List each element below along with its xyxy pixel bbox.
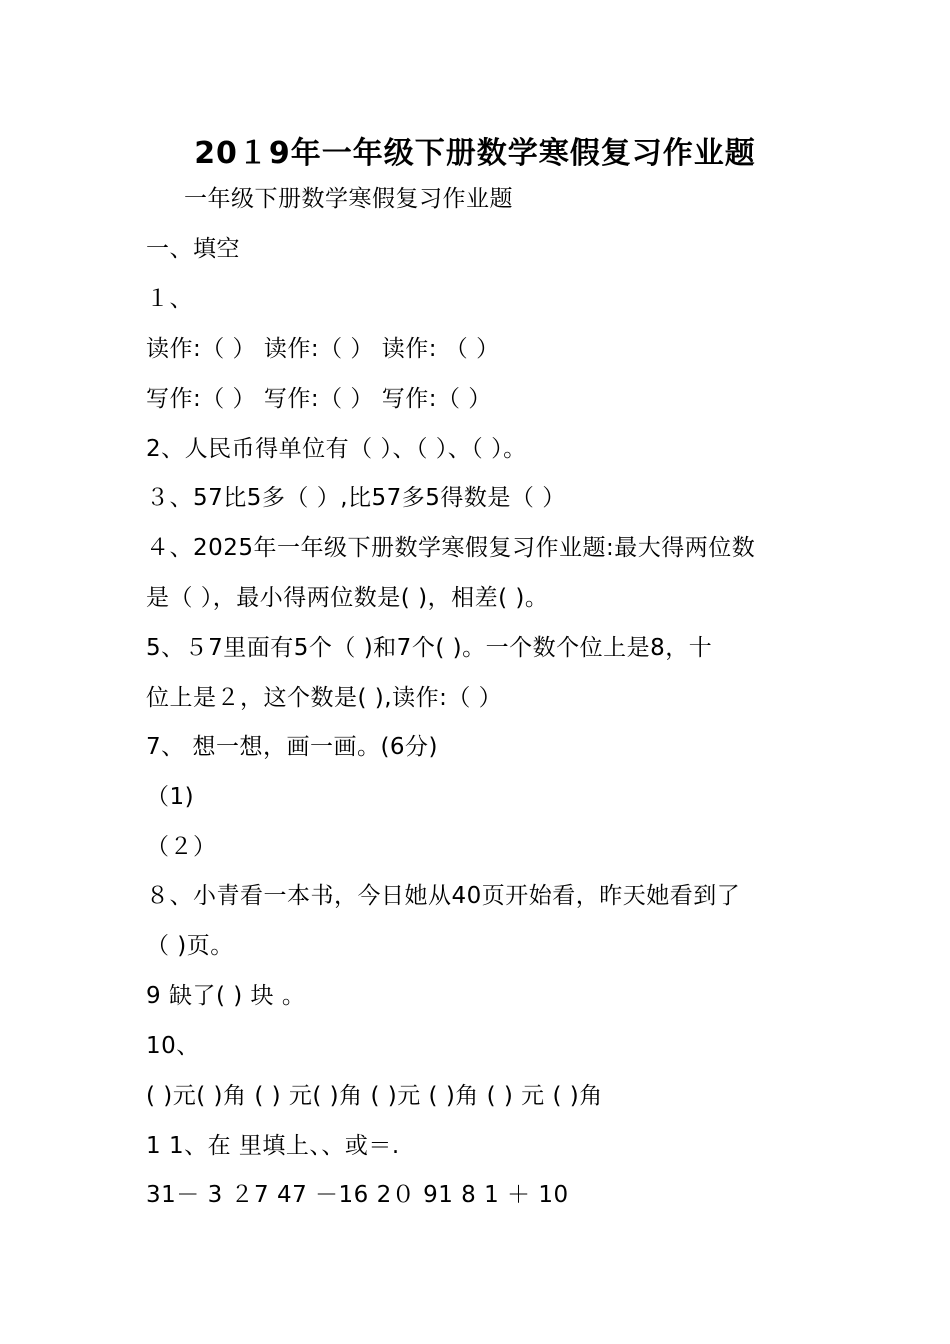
question-4-line-2: 是（ ），最小得两位数是( )，相差( )。: [146, 585, 549, 611]
subtitle: 一年级下册数学寒假复习作业题: [184, 186, 513, 212]
question-11: 1 1、在 里填上、、或＝.: [146, 1133, 400, 1159]
question-2: 2、人民币得单位有（ ）、（ ）、（ ）。: [146, 436, 527, 462]
question-7-part-2: （２）: [146, 834, 217, 860]
page-title: 20１9年一年级下册数学寒假复习作业题: [194, 136, 756, 171]
question-1-write-row: 写作:（ ） 写作:（ ） 写作:（ ）: [146, 386, 492, 412]
question-5-line-2: 位上是２，这个数是( ),读作:（ ）: [146, 685, 503, 711]
question-4-line-1: ４、2025年一年级下册数学寒假复习作业题:最大得两位数: [146, 535, 756, 561]
question-10-number: 10、: [146, 1033, 200, 1059]
question-8-line-2: （ )页。: [146, 933, 234, 959]
question-11-expressions: 31－ 3 ２7 47 －16 2０ 91 8 1 ＋ 10: [146, 1182, 569, 1208]
question-8-line-1: ８、小青看一本书，今日她从40页开始看，昨天她看到了: [146, 883, 741, 909]
section-heading-fill-blanks: 一、填空: [146, 236, 240, 262]
question-10-answers: ( )元( )角 ( ) 元( )角 ( )元 ( )角 ( ) 元 ( )角: [146, 1083, 603, 1109]
question-1-number: １、: [146, 286, 193, 312]
question-7: 7、 想一想，画一画。(6分): [146, 734, 439, 760]
question-9: 9 缺了( ) 块 。: [146, 983, 306, 1009]
question-5-line-1: 5、５7里面有5个（ )和7个( )。一个数个位上是8，十: [146, 635, 713, 661]
question-7-part-1: （1): [146, 784, 195, 810]
question-3: ３、57比5多（ ）,比57多5得数是（ ）: [146, 485, 566, 511]
question-1-read-row: 读作:（ ） 读作:（ ） 读作: （ ）: [146, 336, 500, 362]
